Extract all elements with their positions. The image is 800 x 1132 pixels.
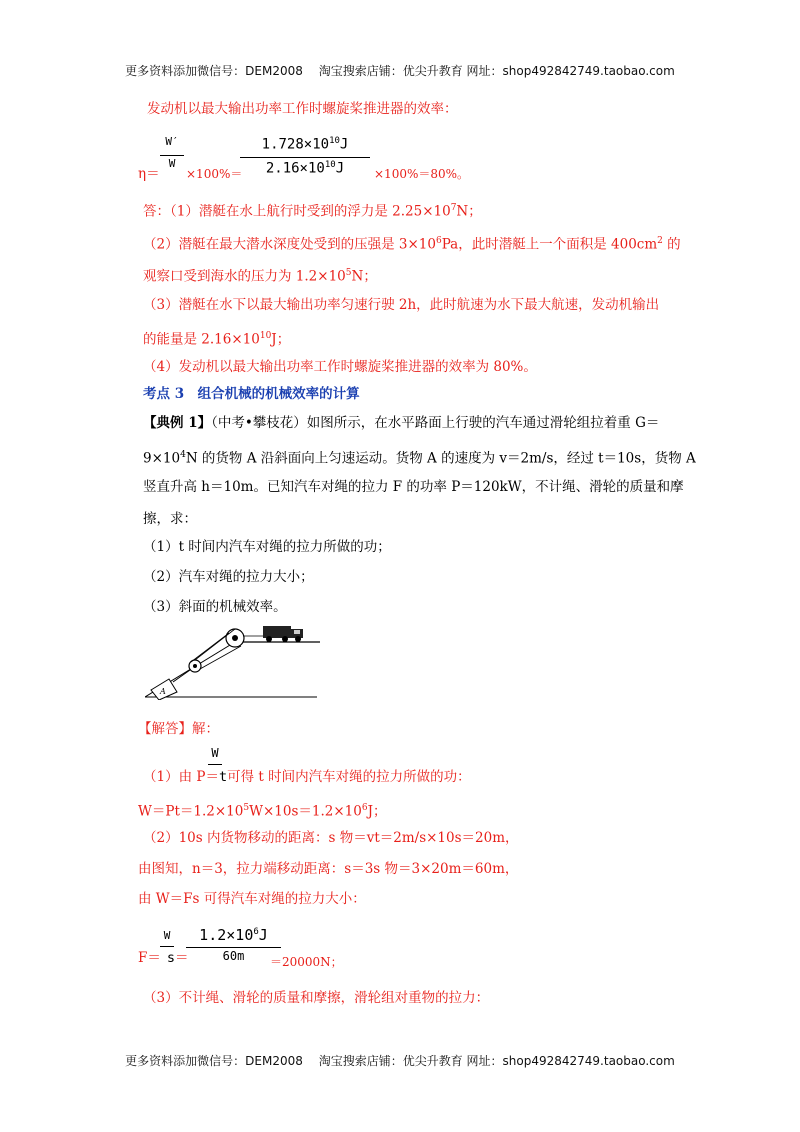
f-prefix: F＝ s＝	[138, 950, 189, 966]
answer-1: 答：（1）潜艇在水上航行时受到的浮力是 $2.25\times 10^7N$；	[143, 203, 482, 220]
eta-result: ×100%＝80%。	[374, 167, 470, 181]
answer-4: （4）发动机以最大输出功率工作时螺旋桨推进器的效率为 80%。	[143, 359, 537, 375]
answer-3: （3）潜艇在水下以最大输出功率匀速行驶 2h，此时航速为水下最大航速，发动机输出	[143, 297, 660, 313]
answer-2b: 观察口受到海水的压力为 $1.2\times 10^5N$；	[143, 268, 377, 285]
answer-3b: 的能量是 $2.16\times 10^{10}J$；	[143, 331, 291, 348]
big-fraction-numerator: $1.728\times 10^{10}J$	[261, 136, 349, 153]
f-big-bar	[186, 947, 281, 948]
example-line-4: 擦，求：	[143, 511, 197, 527]
big-fraction-bar	[240, 157, 370, 158]
incline-pulley-figure	[145, 622, 320, 700]
solution-step-1: （1）由 P＝t可得 t 时间内汽车对绳的拉力所做的功：	[143, 769, 471, 785]
question-1: （1）t 时间内汽车对绳的拉力所做的功；	[143, 539, 391, 555]
svg-text:A: A	[160, 687, 166, 696]
question-2: （2）汽车对绳的拉力大小；	[143, 569, 314, 585]
solution-step-4: 由图知，n＝3，拉力端移动距离：s＝3s 物＝3×20m＝60m，	[138, 861, 519, 877]
eta-prefix: η＝	[138, 166, 160, 182]
p-fraction-bar	[208, 764, 222, 765]
solution-step-5: 由 W＝Fs 可得汽车对绳的拉力大小：	[138, 891, 366, 907]
example-line-1: 【典例 1】（中考•攀枝花）如图所示，在水平路面上行驶的汽车通过滑轮组拉着重 G＝	[143, 415, 660, 431]
page-header: 更多资料添加微信号：DEM2008 淘宝搜索店铺：优尖升教育 网址：shop492842749.taobao.com	[125, 64, 675, 78]
p-fraction-numerator: W	[211, 746, 219, 760]
f-small-denominator: s	[166, 950, 176, 966]
answer-2: （2）潜艇在最大潜水深度处受到的压强是 $3\times 10^6Pa$，此时潜艇上一个面积是 $400cm^2$ 的	[143, 236, 681, 253]
f-small-bar	[160, 946, 174, 947]
solution-label: 【解答】解：	[138, 721, 219, 737]
f-big-denominator: 60m	[222, 949, 245, 963]
efficiency-intro: 发动机以最大输出功率工作时螺旋桨推进器的效率：	[147, 101, 458, 117]
example-line-2: $9\times 10^4N$ 的货物 A 沿斜面向上匀速运动。货物 A 的速度为 v＝2m/s，经过 t＝10s，货物 A	[143, 450, 696, 467]
small-fraction-bar	[160, 155, 184, 156]
question-3: （3）斜面的机械效率。	[143, 599, 287, 615]
small-fraction-denominator: W	[168, 157, 176, 170]
truck	[263, 626, 303, 642]
eta-mid: ×100%＝	[186, 167, 243, 181]
solution-step-6: （3）不计绳、滑轮的质量和摩擦，滑轮组对重物的拉力：	[143, 990, 490, 1006]
solution-step-3: （2）10s 内货物移动的距离：s 物＝vt＝2m/s×10s＝20m，	[143, 830, 519, 846]
big-fraction-denominator: $2.16\times 10^{10}J$	[265, 160, 345, 177]
f-big-numerator: $1.2\times 10^6J$	[199, 926, 268, 944]
f-result: ＝20000N；	[270, 955, 343, 969]
page-footer: 更多资料添加微信号：DEM2008 淘宝搜索店铺：优尖升教育 网址：shop492842749.taobao.com	[125, 1054, 675, 1068]
example-label: 【典例 1】	[143, 415, 212, 431]
example-line-3: 竖直升高 h＝10m。已知汽车对绳的拉力 F 的功率 P＝120kW，不计绳、滑轮的质量和摩	[143, 479, 684, 495]
section-title: 考点 3 组合机械的机械效率的计算	[143, 386, 360, 402]
solution-step-2: $W=Pt=1.2\times 10^5W\times 10s=1.2\times 10^6J$；	[138, 803, 387, 820]
f-small-numerator: W	[163, 929, 171, 942]
p-fraction-denominator: t	[218, 769, 228, 785]
small-fraction-numerator: W′	[165, 135, 179, 148]
